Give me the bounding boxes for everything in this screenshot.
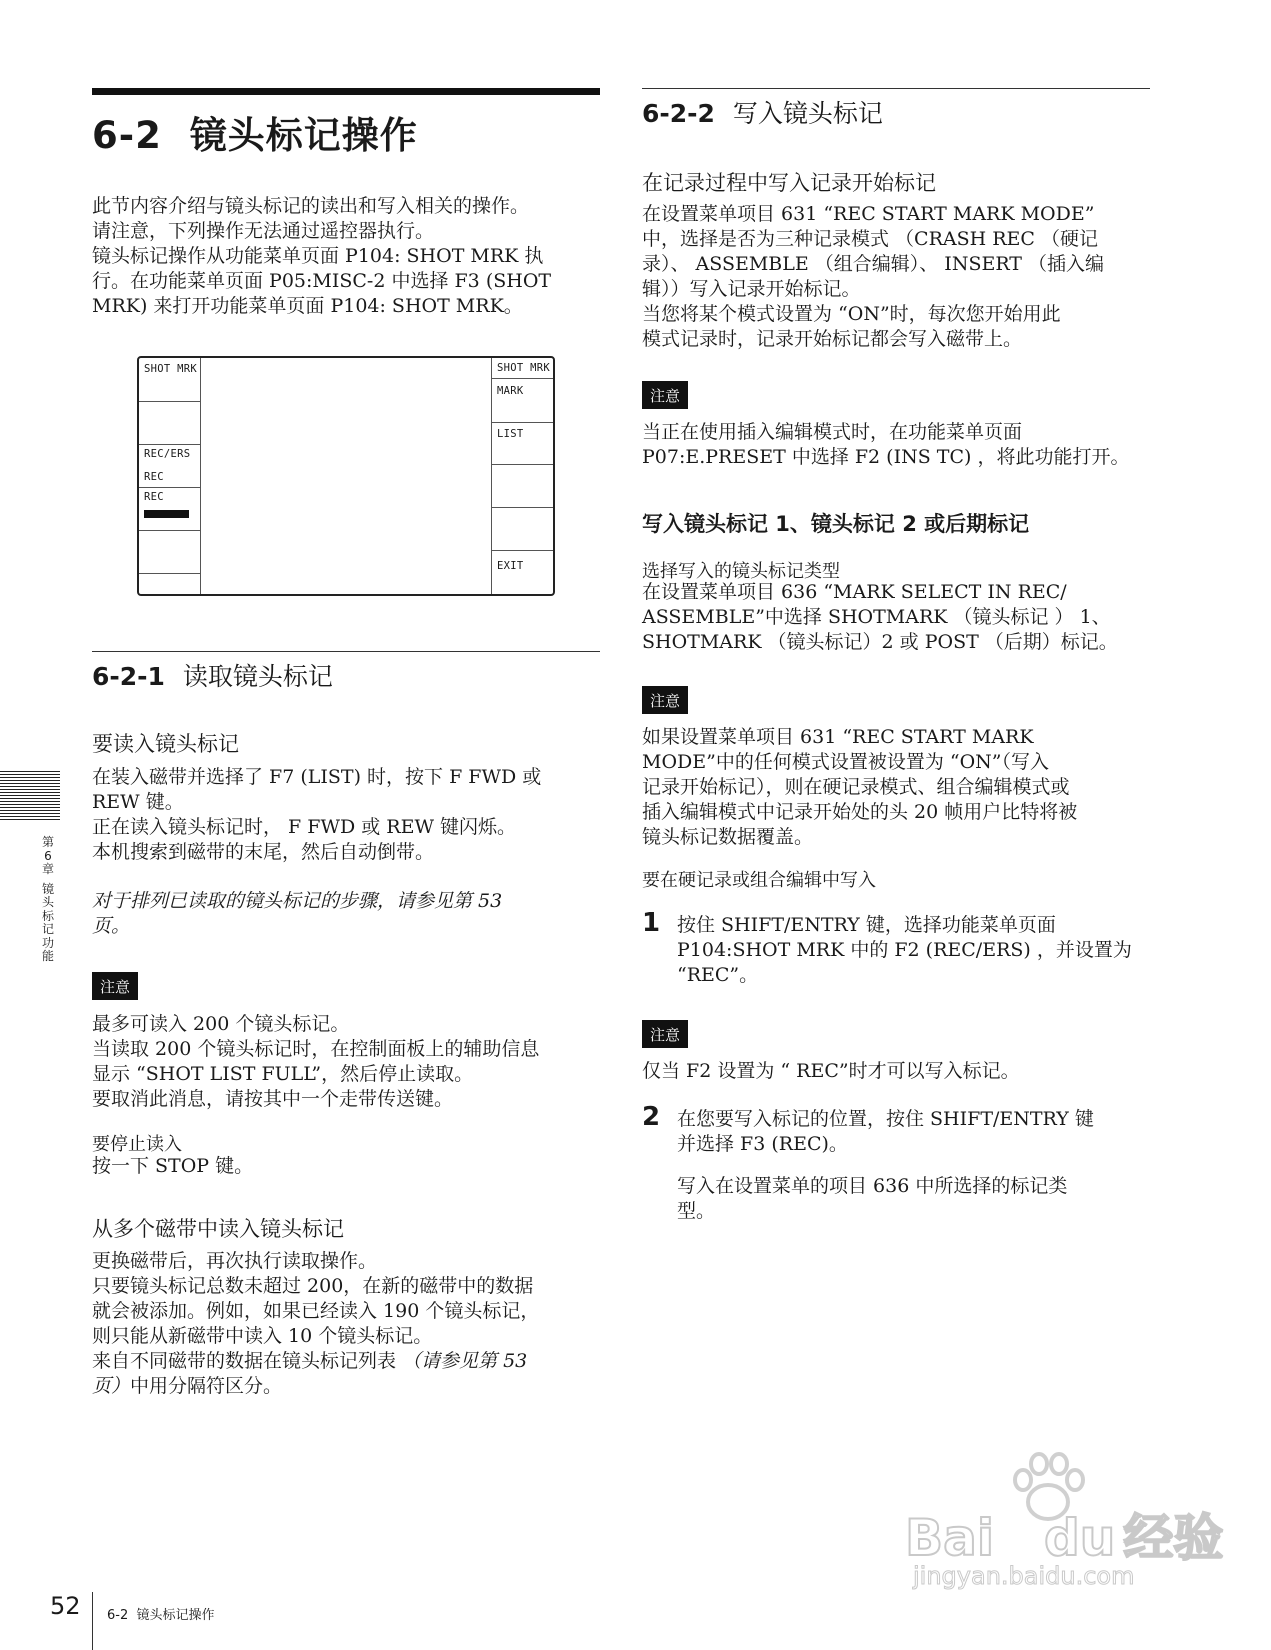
chapter-char: 头 xyxy=(41,895,54,909)
section-title xyxy=(92,105,418,159)
note-label: 注意 xyxy=(642,381,688,409)
start-heading: 在记录过程中写入记录开始标记 xyxy=(642,171,936,195)
start-line: 当您将某个模式设置为 “ON”时，每次您开始用此 xyxy=(642,303,1061,325)
sub622-number: 6-2-2 xyxy=(642,99,715,128)
panel-right-cell xyxy=(492,465,553,508)
stop-heading: 要停止读入 xyxy=(92,1134,182,1155)
multi-line: 只要镜头标记总数未超过 200，在新的磁带中的数据 xyxy=(92,1275,534,1297)
section-title-rule xyxy=(92,88,600,95)
chapter-char: 章 xyxy=(41,862,54,876)
cross-reference xyxy=(92,889,600,939)
read-body xyxy=(92,765,600,865)
note-line: 显示 “SHOT LIST FULL”，然后停止读取。 xyxy=(92,1063,474,1085)
note-line: P07:E.PRESET 中选择 F2 (INS TC) ，将此功能打开。 xyxy=(642,446,1130,468)
panel-left-cell xyxy=(139,444,200,488)
panel-left-column xyxy=(139,358,201,594)
step-line: 型。 xyxy=(677,1200,716,1222)
panel-left-cell xyxy=(139,401,200,445)
select-line: SHOTMARK （镜头标记）2 或 POST （后期）标记。 xyxy=(642,631,1118,653)
panel-left-cell xyxy=(139,358,200,402)
step-line: 写入在设置菜单的项目 636 中所选择的标记类 xyxy=(677,1175,1068,1197)
sub621-rule xyxy=(92,651,600,652)
sub622-title-text: 写入镜头标记 xyxy=(732,99,883,128)
note-line: 当正在使用插入编辑模式时，在功能菜单页面 xyxy=(642,421,1023,443)
multi-line: 更换磁带后，再次执行读取操作。 xyxy=(92,1250,378,1272)
note-label: 注意 xyxy=(642,1020,688,1048)
panel-right-cell xyxy=(492,378,553,423)
chapter-char: 6 xyxy=(44,848,52,863)
intro-line: 请注意，下列操作无法通过遥控器执行。 xyxy=(92,220,435,242)
multi-text: 中用分隔符区分。 xyxy=(130,1375,283,1397)
start-line: 录）、 ASSEMBLE （组合编辑）、 INSERT （插入编 xyxy=(642,253,1105,275)
write-heading: 写入镜头标记 1、镜头标记 2 或后期标记 xyxy=(642,512,1030,536)
read-line: 在装入磁带并选择了 F7 (LIST) 时，按下 F FWD 或 xyxy=(92,766,542,788)
footer-divider xyxy=(92,1592,93,1650)
chapter-tab-lines xyxy=(0,771,60,821)
stop-body: 按一下 STOP 键。 xyxy=(92,1155,254,1177)
note-label: 注意 xyxy=(642,686,688,714)
start-line: 辑））写入记录开始标记。 xyxy=(642,278,861,300)
watermark-brand-part: du xyxy=(1044,1509,1116,1567)
panel-label: LIST xyxy=(497,428,524,440)
panel-right-column xyxy=(491,358,553,594)
watermark-brand-cn: 经验 xyxy=(1123,1509,1224,1567)
sub621-number: 6-2-1 xyxy=(92,662,165,691)
panel-label: EXIT xyxy=(497,560,524,572)
step-number: 1 xyxy=(642,908,661,938)
note2-body xyxy=(642,725,1150,850)
multi-line: 就会被添加。例如，如果已经读入 190 个镜头标记， xyxy=(92,1300,540,1322)
multi-heading: 从多个磁带中读入镜头标记 xyxy=(92,1217,344,1241)
step-line: 按住 SHIFT/ENTRY 键，选择功能菜单页面 xyxy=(677,914,1056,936)
read-line: 正在读入镜头标记时， F FWD 或 REW 键闪烁。 xyxy=(92,816,517,838)
step-line: 并选择 F3 (REC)。 xyxy=(677,1133,848,1155)
start-line: 模式记录时，记录开始标记都会写入磁带上。 xyxy=(642,328,1023,350)
intro-line: 此节内容介绍与镜头标记的读出和写入相关的操作。 xyxy=(92,195,530,217)
panel-label: REC xyxy=(144,491,164,503)
section-title-text: 镜头标记操作 xyxy=(189,114,418,157)
panel-label: SHOT MRK xyxy=(144,363,197,375)
panel-label: SHOT MRK xyxy=(497,362,550,374)
sub622-title xyxy=(642,94,883,130)
crash-heading: 要在硬记录或组合编辑中写入 xyxy=(642,870,876,891)
note-line: 要取消此消息，请按其中一个走带传送键。 xyxy=(92,1088,454,1110)
panel-label: REC xyxy=(144,471,164,483)
note-badge xyxy=(642,381,688,409)
panel-label: MARK xyxy=(497,385,524,397)
select-heading: 选择写入的镜头标记类型 xyxy=(642,561,840,582)
sub622-rule xyxy=(642,88,1150,89)
chapter-tab-text xyxy=(41,836,55,964)
multi-line xyxy=(92,1349,600,1374)
read-line: 本机搜索到磁带的末尾，然后自动倒带。 xyxy=(92,841,435,863)
watermark-brand-part: Bai xyxy=(905,1509,994,1567)
step-line: P104:SHOT MRK 中的 F2 (REC/ERS) ，并设置为 xyxy=(677,939,1132,961)
note1-body xyxy=(642,420,1150,470)
note-label: 注意 xyxy=(92,972,138,1000)
panel-left-cell xyxy=(139,487,200,531)
step-line: 在您要写入标记的位置，按住 SHIFT/ENTRY 键 xyxy=(677,1108,1094,1130)
multi-ref: （请参见第 53 xyxy=(402,1350,528,1372)
note-line: 最多可读入 200 个镜头标记。 xyxy=(92,1013,350,1035)
note-line: 如果设置菜单项目 631 “REC START MARK xyxy=(642,726,1034,748)
ref-line: 页。 xyxy=(92,915,131,937)
chapter-char: 标 xyxy=(41,908,54,923)
multi-line: 则只能从新磁带中读入 10 个镜头标记。 xyxy=(92,1325,433,1347)
ref-line: 对于排列已读取的镜头标记的步骤，请参见第 53 xyxy=(92,890,503,912)
sub621-title-text: 读取镜头标记 xyxy=(182,662,333,691)
baidu-watermark xyxy=(905,1450,1224,1600)
note-badge xyxy=(642,686,688,714)
note-badge xyxy=(92,972,138,1000)
multi-body xyxy=(92,1249,600,1399)
panel-right-cell xyxy=(492,508,553,551)
note-line: 插入编辑模式中记录开始处的头 20 帧用户比特将被 xyxy=(642,801,1078,823)
step-number: 2 xyxy=(642,1102,661,1132)
step2-result xyxy=(677,1174,1150,1224)
intro-line: 镜头标记操作从功能菜单页面 P104: SHOT MRK 执 xyxy=(92,245,544,267)
section-intro xyxy=(92,194,600,319)
footer-section-label: 6-2 镜头标记操作 xyxy=(107,1608,215,1623)
chapter-char: 能 xyxy=(41,949,54,963)
chapter-char: 镜 xyxy=(41,881,54,896)
step1-body xyxy=(677,913,1150,988)
read-line: REW 键。 xyxy=(92,791,184,813)
select-line: 在设置菜单项目 636 “MARK SELECT IN REC/ xyxy=(642,581,1067,603)
page-number: 52 xyxy=(50,1592,81,1620)
panel-label: REC/ERS xyxy=(144,448,191,460)
chapter-char: 功 xyxy=(41,935,54,950)
chapter-char: 记 xyxy=(41,922,54,936)
watermark-url: jingyan.baidu.com xyxy=(913,1562,1135,1590)
section-number: 6-2 xyxy=(92,114,162,157)
step2-body xyxy=(677,1107,1150,1157)
multi-line xyxy=(92,1374,600,1399)
intro-line: MRK) 来打开功能菜单页面 P104: SHOT MRK。 xyxy=(92,295,523,317)
start-line: 中，选择是否为三种记录模式 （CRASH REC （硬记 xyxy=(642,228,1098,250)
panel-left-cell xyxy=(139,530,200,574)
note-line: 当读取 200 个镜头标记时，在控制面板上的辅助信息 xyxy=(92,1038,540,1060)
panel-selected-bar xyxy=(144,510,189,518)
step-line: “REC”。 xyxy=(677,964,759,986)
panel-right-cell xyxy=(492,422,553,465)
multi-text: 来自不同磁带的数据在镜头标记列表 xyxy=(92,1350,403,1372)
multi-ref: 页） xyxy=(92,1375,131,1397)
watermark-brand xyxy=(905,1498,1223,1570)
note-body xyxy=(92,1012,600,1112)
panel-right-cell xyxy=(492,551,553,594)
select-line: ASSEMBLE”中选择 SHOTMARK （镜头标记 ） 1、 xyxy=(642,606,1111,628)
sub621-title xyxy=(92,657,333,693)
note-line: 镜头标记数据覆盖。 xyxy=(642,826,814,848)
function-menu-display xyxy=(137,356,555,596)
panel-right-cell xyxy=(492,358,553,379)
start-line: 在设置菜单项目 631 “REC START MARK MODE” xyxy=(642,203,1095,225)
note-badge xyxy=(642,1020,688,1048)
note-line: 记录开始标记），则在硬记录模式、组合编辑模式或 xyxy=(642,776,1070,798)
note3-body: 仅当 F2 设置为 “ REC”时才可以写入标记。 xyxy=(642,1060,1020,1082)
select-body xyxy=(642,580,1150,655)
note-line: MODE”中的任何模式设置被设置为 “ON”（写入 xyxy=(642,751,1050,773)
chapter-char: 第 xyxy=(41,835,54,849)
read-heading: 要读入镜头标记 xyxy=(92,732,239,756)
intro-line: 行。在功能菜单页面 P05:MISC-2 中选择 F3 (SHOT xyxy=(92,270,552,292)
start-body xyxy=(642,202,1150,352)
